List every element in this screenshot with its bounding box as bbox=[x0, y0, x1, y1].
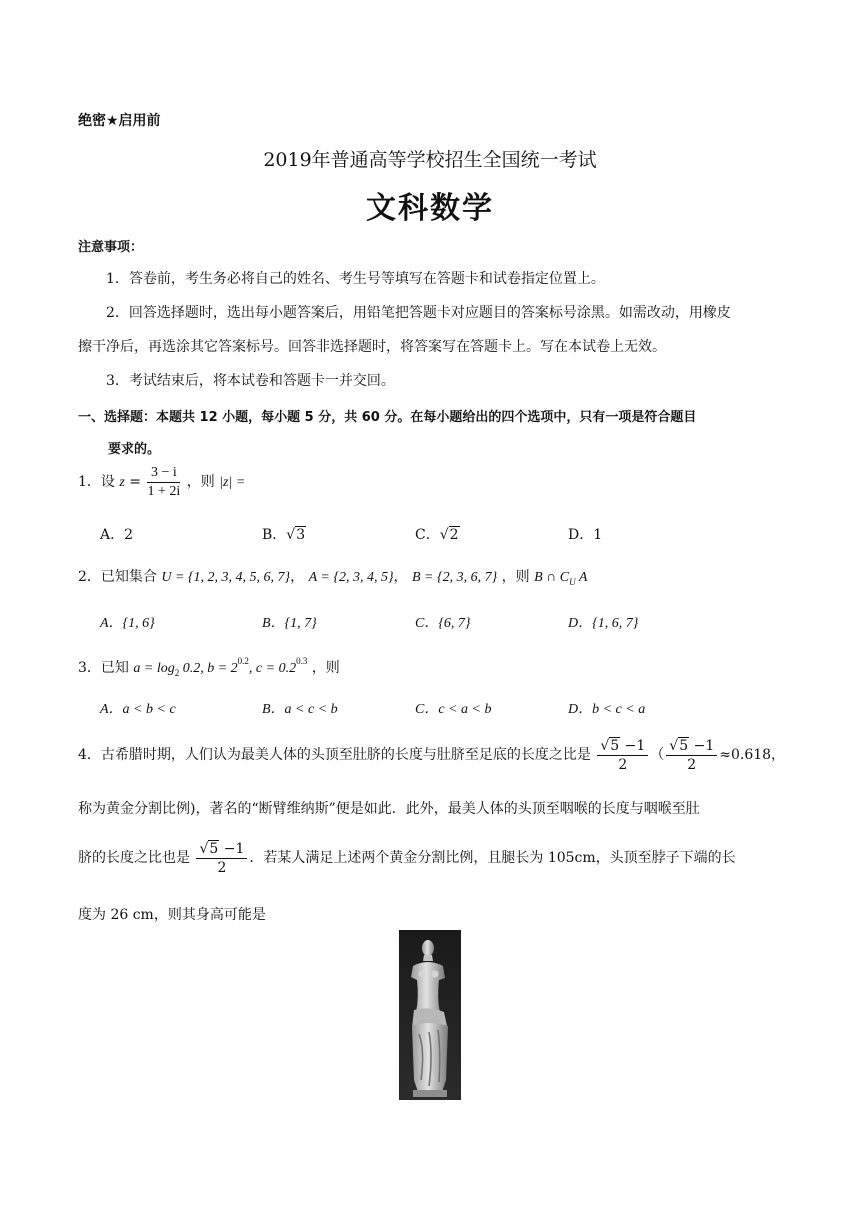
q4-golden-fraction-3: $\frac{√5 -1}{2}$ bbox=[196, 840, 247, 877]
note-item-1: 1．答卷前，考生务必将自己的姓名、考生号等填写在答题卡和试卷指定位置上。 bbox=[106, 271, 605, 287]
venus-de-milo-image bbox=[399, 930, 461, 1100]
q3-option-b: B．a < c < b bbox=[262, 702, 338, 717]
exam-title: 2019年普通高等学校招生全国统一考试 bbox=[263, 149, 597, 171]
note-item-3: 3．考试结束后，将本试卷和答题卡一并交回。 bbox=[106, 373, 395, 389]
q1-option-b: B．√3 bbox=[262, 527, 306, 543]
q2-set-b: B = {2, 3, 6, 7} bbox=[412, 570, 498, 585]
note-item-2-cont: 擦干净后，再选涂其它答案标号。回答非选择题时，将答案写在答题卡上。写在本试卷上无效。 bbox=[78, 339, 666, 355]
question-3: 3．已知 $a = \log_2 0.2$, $b = 2^{0.2}$, $c = 0.2^{0.3}$ ，则 bbox=[78, 656, 340, 678]
q2-option-d: D．{1, 6, 7} bbox=[568, 616, 639, 631]
q1-option-d: D．1 bbox=[568, 527, 603, 543]
q2-set-u: U = {1, 2, 3, 4, 5, 6, 7} bbox=[161, 570, 291, 585]
q3-option-d: D．b < c < a bbox=[568, 702, 646, 717]
question-4-line-3: 脐的长度之比也是 $\frac{√5 -1}{2}$ ．若某人满足上述两个黄金分割比例，且腿长为 105cm，头顶至脖子下端的长 bbox=[78, 840, 736, 876]
q2-option-c: C．{6, 7} bbox=[415, 616, 471, 631]
section-heading-cont: 要求的。 bbox=[108, 442, 161, 457]
q4-golden-fraction: $\frac{√5 -1}{2}$ bbox=[597, 737, 648, 774]
note-item-2: 2．回答选择题时，选出每小题答案后，用铅笔把答题卡对应题目的答案标号涂黑。如需改动，用橡皮 bbox=[106, 305, 731, 321]
q3-expression: $a = \log_2 0.2$, $b = 2^{0.2}$, $c = 0.2^{0.3}$ bbox=[133, 656, 308, 678]
q1-suffix: ，则 bbox=[186, 474, 215, 490]
q1-prefix: 1．设 bbox=[78, 474, 115, 490]
q1-denominator: 1 + 2i bbox=[147, 483, 181, 499]
notes-heading: 注意事项： bbox=[78, 240, 144, 255]
section-heading: 一、选择题：本题共 12 小题，每小题 5 分，共 60 分。在每小题给出的四个选项中，只有一项是符合题目 bbox=[78, 410, 697, 425]
q1-fraction bbox=[147, 464, 180, 501]
q1-numerator: 3 − i bbox=[147, 464, 180, 483]
q4-golden-fraction-2: $\frac{√5 -1}{2}$ bbox=[666, 737, 717, 774]
question-4-line-4: 度为 26 cm，则其身高可能是 bbox=[78, 907, 266, 923]
q3-option-a: A．a < b < c bbox=[100, 702, 176, 717]
q1-abs: |z| = bbox=[219, 475, 246, 490]
question-4-line-1: 4．古希腊时期，人们认为最美人体的头顶至肚脐的长度与肚脐至足底的长度之比是 $\frac{√5 -1}{2}$ （ $\frac{√5 -1}{2}$ ≈0.618， bbox=[78, 737, 786, 773]
question-2: 2．已知集合 U = {1, 2, 3, 4, 5, 6, 7}， A = {2, 3, 4, 5}， B = {2, 3, 6, 7} ，则 B ∩ $C_U$ A bbox=[78, 569, 588, 587]
secret-label: 绝密★启用前 bbox=[78, 113, 161, 129]
q3-option-c: C．c < a < b bbox=[415, 702, 492, 717]
subject-title: 文科数学 bbox=[366, 191, 494, 226]
question-1: 1．设 z = $\frac{3 - i}{1 + 2i}$ ，则 |z| = bbox=[78, 464, 246, 499]
q1-option-a: A．2 bbox=[100, 527, 134, 543]
q1-var: z bbox=[119, 475, 125, 490]
q2-option-a: A．{1, 6} bbox=[100, 616, 155, 631]
q2-expression: B ∩ $C_U$ A bbox=[534, 570, 588, 587]
q1-option-c: C．√2 bbox=[415, 527, 459, 543]
question-4-line-2: 称为黄金分割比例)，著名的“断臂维纳斯”便是如此．此外，最美人体的头顶至咽喉的长度与咽喉至肚 bbox=[78, 801, 700, 817]
q2-option-b: B．{1, 7} bbox=[262, 616, 317, 631]
q2-set-a: A = {2, 3, 4, 5} bbox=[308, 570, 394, 585]
